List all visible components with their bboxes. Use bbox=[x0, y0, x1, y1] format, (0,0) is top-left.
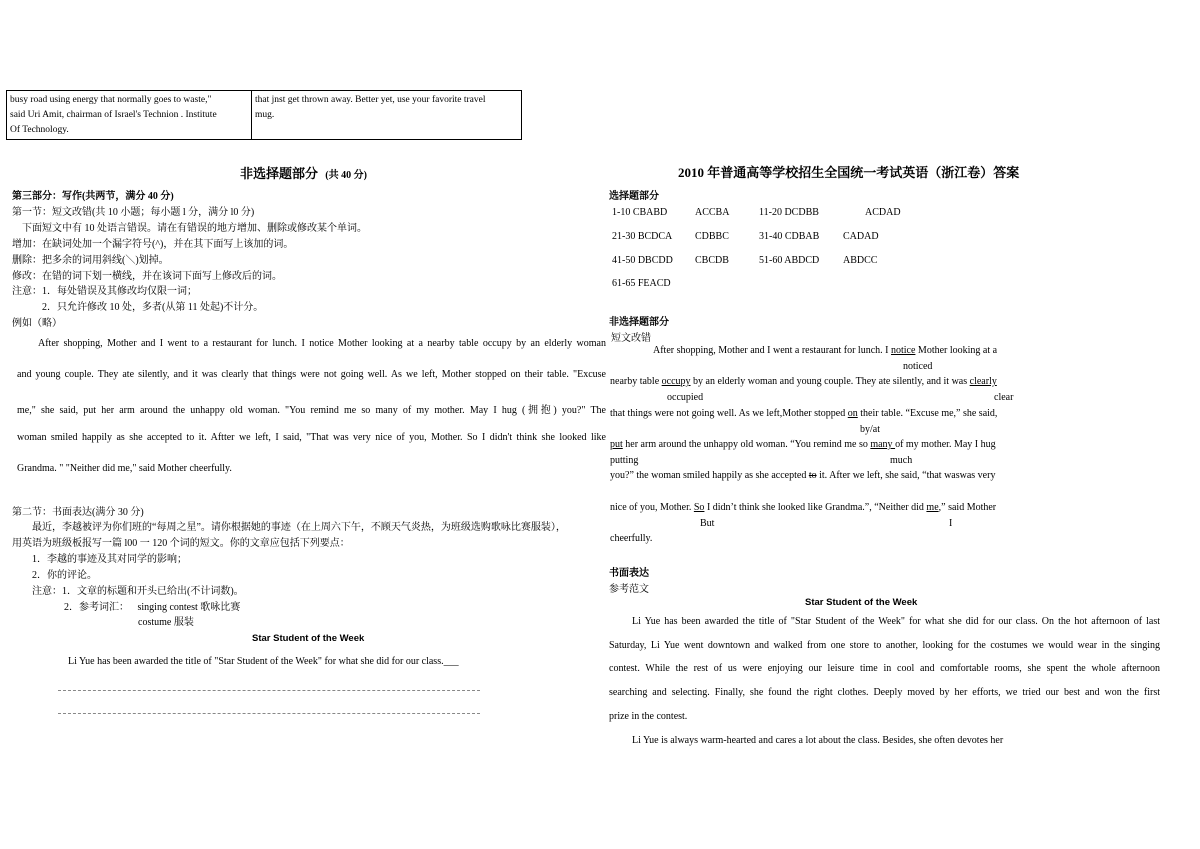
correction-text: ,” said Mother bbox=[938, 502, 997, 513]
note-4 bbox=[64, 598, 240, 613]
correction-line bbox=[610, 439, 996, 450]
rule-delete: 删除：把多余的词用斜线(＼)划掉。 bbox=[12, 255, 169, 266]
correction-mark: occupied bbox=[667, 392, 704, 403]
writing-title: 书面表达 bbox=[609, 568, 649, 579]
essay-line: Li Yue is always warm-hearted and cares a lot about the class. Besides, she often devotes her bbox=[632, 735, 1004, 746]
passage-line: After shopping, Mother and I went to a restaurant for lunch. I notice Mother looking at a nearby table occupy by an elderly woman bbox=[38, 338, 606, 349]
table-line: Of Technology. bbox=[10, 125, 69, 135]
correction-label: 短文改错 bbox=[611, 333, 651, 344]
table-line: mug. bbox=[255, 110, 275, 120]
correction-line bbox=[610, 408, 997, 419]
answer-row bbox=[612, 278, 671, 289]
deleted-word: to bbox=[808, 470, 817, 481]
correction-mark: by/at bbox=[860, 424, 880, 435]
choice-title: 选择题部分 bbox=[609, 191, 659, 202]
top-table-left-cell bbox=[7, 91, 252, 139]
error-word: notice bbox=[890, 345, 916, 356]
answer-cell: CADAD bbox=[843, 231, 879, 242]
note-3: 注意：1．文章的标题和开头已给出(不计词数)。 bbox=[32, 586, 244, 597]
essay-line: Saturday, Li Yue went downtown and walked from one store to another, looking for the costumes we would wear in the singing bbox=[609, 640, 1160, 651]
answer-cell: ACDAD bbox=[865, 207, 901, 218]
essay-title: Star Student of the Week bbox=[252, 633, 365, 644]
top-table bbox=[6, 90, 522, 140]
section-score: (共 40 分) bbox=[325, 170, 367, 181]
error-word: put bbox=[610, 439, 623, 450]
section2-para2: 用英语为班级板报写一篇 l00 一 120 个词的短文。你的文章应包括下列要点： bbox=[12, 538, 350, 549]
essay-line: contest. While the rest of us were enjoying our leisure time in cool and comfortable rooms, she spent the whole afternoon bbox=[609, 663, 1160, 674]
essay-line: searching and selecting. Finally, she found the right clothes. Deeply moved by her efforts, we tried our best and won the first bbox=[609, 687, 1160, 698]
sample-essay-title: Star Student of the Week bbox=[805, 597, 918, 608]
passage-line: Grandma. " "Neither did me," said Mother cheerfully. bbox=[17, 463, 232, 474]
rule-add: 增加：在缺词处加一个漏字符号(^)，并在其下面写上该加的词。 bbox=[12, 239, 294, 250]
part3-title: 第三部分：写作(共两节，满分 40 分) bbox=[12, 191, 174, 202]
section-title: 非选择题部分 bbox=[240, 166, 319, 181]
section1-title: 第一节：短文改错(共 10 小题；每小题 l 分，满分 l0 分) bbox=[12, 207, 255, 218]
vocab-lead: 2．参考词汇： bbox=[64, 602, 129, 613]
correction-mark: much bbox=[890, 455, 913, 466]
correction-text: you?” the woman smiled happily as she accepted bbox=[610, 470, 809, 481]
essay-start: Li Yue has been awarded the title of "Star Student of the Week" for what she did for our class.___ bbox=[68, 656, 459, 667]
correction-mark: I bbox=[949, 518, 953, 529]
correction-text: After shopping, Mother and I went a restaurant for lunch. I bbox=[653, 345, 891, 356]
answer-title: 2010 年普通高等学校招生全国统一考试英语（浙江卷）答案 bbox=[678, 165, 1020, 180]
correction-line bbox=[610, 470, 995, 481]
answer-cell: CDBBC bbox=[695, 231, 729, 242]
error-word: on bbox=[847, 408, 858, 419]
answer-cell: 21-30 BCDCA bbox=[612, 231, 673, 242]
passage-line: me," she said, put her arm around the unhappy old woman. "You remind me so many of my mother. May I hug (拥抱) you?" The bbox=[17, 405, 606, 416]
error-word: many bbox=[870, 439, 896, 450]
writing-line bbox=[58, 690, 480, 691]
correction-text: her arm around the unhappy old woman. “You remind me so bbox=[622, 439, 871, 450]
correction-mark: putting bbox=[610, 455, 639, 466]
rule-modify: 修改：在错的词下划一横线，并在该词下面写上修改后的词。 bbox=[12, 271, 282, 282]
writing-line bbox=[58, 713, 480, 714]
section2-title: 第二节：书面表达(满分 30 分) bbox=[12, 507, 144, 518]
correction-text: that things were not going well. As we left,Mother stopped bbox=[610, 408, 848, 419]
correction-mark: But bbox=[700, 518, 715, 529]
correction-line bbox=[610, 502, 996, 513]
correction-line bbox=[653, 345, 997, 356]
correction-text: their table. “Excuse me,” she said, bbox=[857, 408, 998, 419]
example-label: 例如（略） bbox=[12, 318, 62, 329]
correction-text: nice of you, Mother. bbox=[610, 502, 694, 513]
table-line: that jnst get thrown away. Better yet, use your favorite travel bbox=[255, 95, 486, 105]
correction-text: it. After we left, she said, “that waswas very bbox=[816, 470, 996, 481]
correction-text: I didn’t think she looked like Grandma.”, “Neither did bbox=[704, 502, 927, 513]
answer-cell: 61-65 FEACD bbox=[612, 278, 671, 289]
correction-text: of my mother. May I hug bbox=[895, 439, 996, 450]
point-1: 1．李越的事迹及其对同学的影响； bbox=[32, 554, 187, 565]
correction-mark: clear bbox=[994, 392, 1014, 403]
essay-line: prize in the contest. bbox=[609, 711, 688, 722]
error-word: occupy bbox=[661, 376, 691, 387]
table-line: busy road using energy that normally goes to waste," bbox=[10, 95, 212, 105]
passage-line: woman smiled happily as she accepted to it. Aftter we left, I said, "That was very nice of you, Mother. So I didn't think she looked like bbox=[17, 432, 606, 443]
answer-cell: 31-40 CDBAB bbox=[759, 231, 820, 242]
correction-text: Mother looking at a bbox=[915, 345, 998, 356]
answer-cell: CBCDB bbox=[695, 255, 729, 266]
section-heading bbox=[240, 163, 367, 182]
answer-cell: 1-10 CBABD bbox=[612, 207, 668, 218]
sample-label: 参考范文 bbox=[609, 584, 649, 595]
top-table-right-cell bbox=[252, 91, 521, 139]
correction-text: by an elderly woman and young couple. They ate silently, and it was bbox=[690, 376, 970, 387]
table-line: said Uri Amit, chairman of Israel's Technion . Institute bbox=[10, 110, 217, 120]
error-word: So bbox=[693, 502, 705, 513]
correction-mark: noticed bbox=[903, 361, 933, 372]
note-1: 注意：1．每处错误及其修改均仅限一词； bbox=[12, 286, 197, 297]
correction-text: nearby table bbox=[610, 376, 662, 387]
answer-cell: 51-60 ABDCD bbox=[759, 255, 820, 266]
vocab-2: costume 服装 bbox=[138, 617, 194, 628]
essay-line: Li Yue has been awarded the title of "Star Student of the Week" for what she did for our class. On the hot afternoon of last bbox=[632, 616, 1160, 627]
vocab-1: singing contest 歌咏比赛 bbox=[137, 602, 241, 613]
answer-cell: ABDCC bbox=[843, 255, 878, 266]
correction-line bbox=[610, 376, 997, 387]
error-word: me bbox=[926, 502, 939, 513]
passage-line: and young couple. They ate silently, and it was clearly that things were not going well. As we left, Mother stopped on their table. "Excuse bbox=[17, 369, 606, 380]
nonchoice-title: 非选择题部分 bbox=[609, 317, 669, 328]
point-2: 2．你的评论。 bbox=[32, 570, 97, 581]
section2-para1: 最近，李越被评为你们班的“每周之星”。请你根据她的事迹（在上周六下午，不顾天气炎热，为班级选购歌咏比赛服装）， bbox=[32, 522, 566, 533]
note-2: 2．只允许修改 10 处，多者(从第 11 处起)不计分。 bbox=[42, 302, 264, 313]
section1-intro: 下面短文中有 10 处语言错误。请在有错误的地方增加、删除或修改某个单词。 bbox=[22, 223, 367, 234]
error-word: clearly bbox=[969, 376, 997, 387]
answer-cell: 41-50 DBCDD bbox=[612, 255, 673, 266]
correction-line: cheerfully. bbox=[610, 533, 653, 544]
answer-cell: 11-20 DCDBB bbox=[759, 207, 819, 218]
answer-cell: ACCBA bbox=[695, 207, 730, 218]
